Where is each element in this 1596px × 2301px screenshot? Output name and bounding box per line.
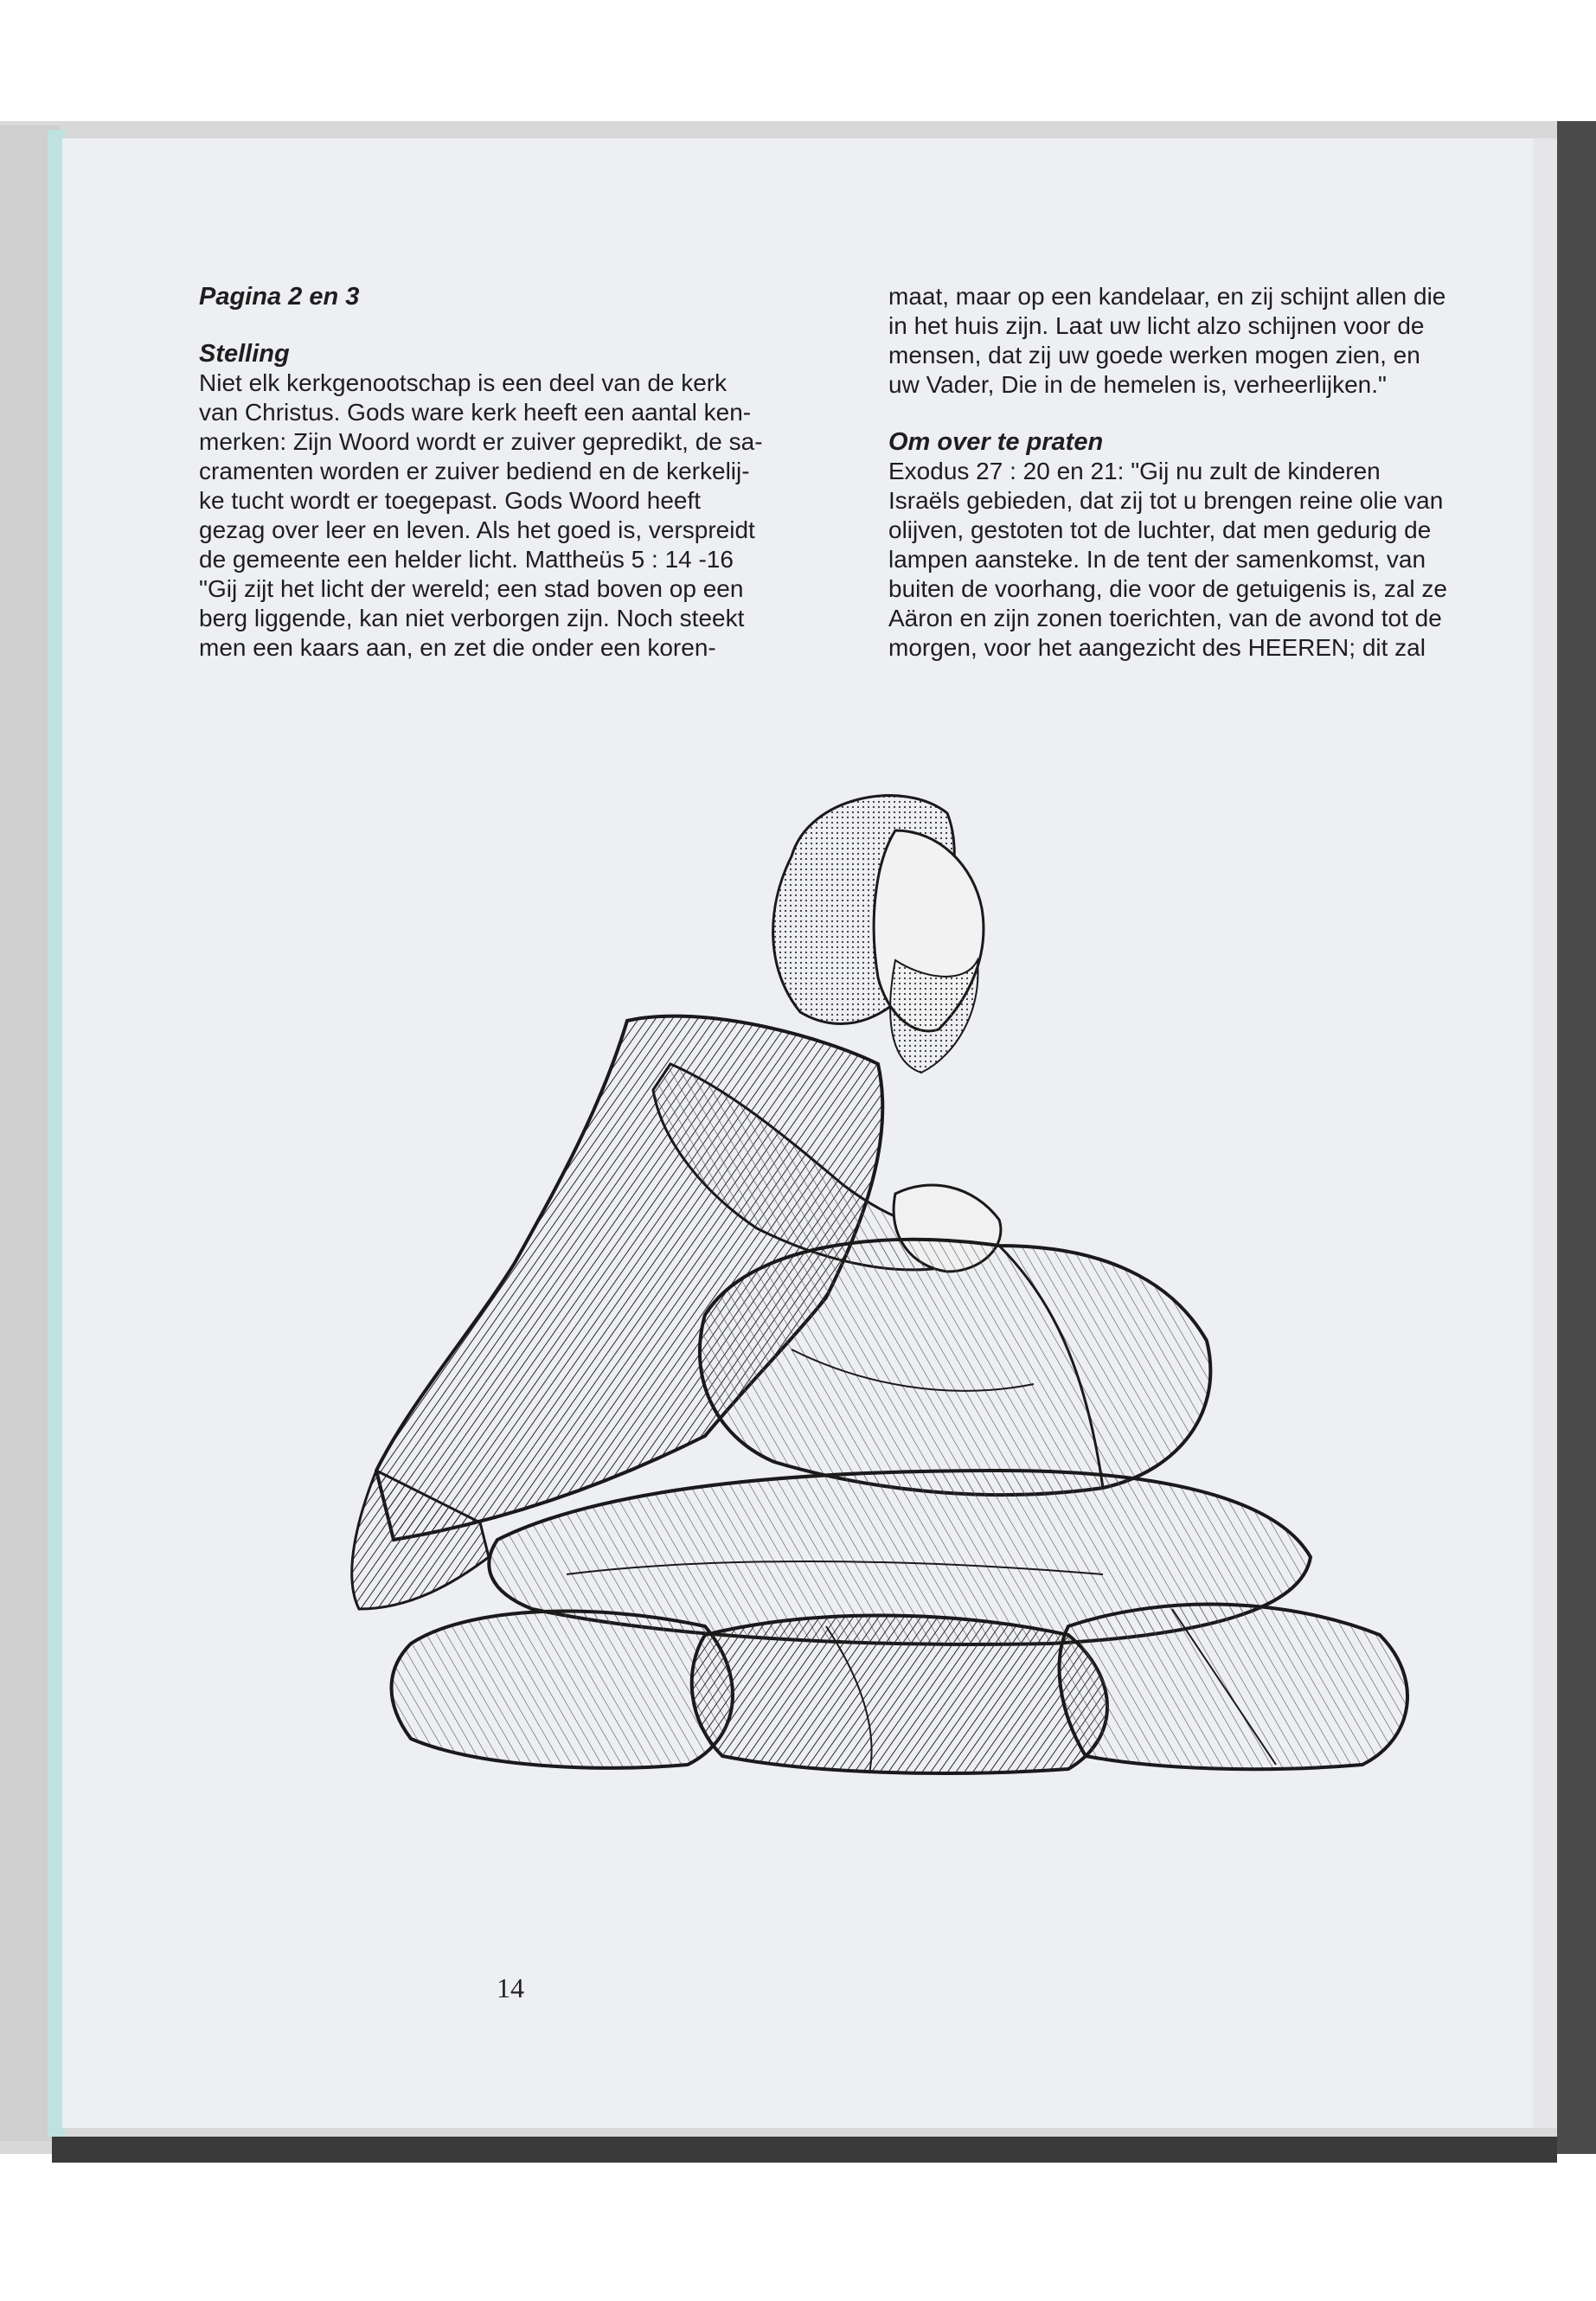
book-cover-bottom [52,2137,1557,2163]
praten-body: Exodus 27 : 20 en 21: "Gij nu zult de kinderen Israëls gebieden, dat zij tot u brengen reine olie van olijven, gestoten tot de luchter, dat men gedurig de lampen aansteke. In de tent der samenkomst, van buiten de voorhang, die voor de getuigenis is, zal ze Aäron en zijn zonen toerichten, van de avond tot de morgen, voor het aangezicht des HEEREN; dit zal [888,458,1447,661]
page-reference: Pagina 2 en 3 [199,283,360,311]
bottom-rock-center [692,1616,1107,1774]
beard [890,960,977,1073]
section-heading-stelling: Stelling [199,340,290,368]
kneeling-man-praying-icon [342,779,1527,1782]
stelling-body: Niet elk kerkgenootschap is een deel van de kerk van Christus. Gods ware kerk heeft een aantal ken- merken: Zijn Woord wordt er zuiver gepredikt, de sa- cramenten worden er zuiver bediend en de kerkelij- ke tucht wordt er toegepast. Gods Woord heeft gezag over leer en leven. Als het goed is, verspreidt de gemeente een helder licht. Mattheüs 5 : 14 -16 "Gij zijt het licht der wereld; een stad boven op een berg liggende, kan niet verborgen zijn. Noch steekt men een kaars aan, en zet die onder een koren- [199,369,763,661]
page-number: 14 [497,1972,524,2003]
left-text-column [199,282,804,663]
top-rock [700,1240,1210,1495]
book-cover-right [1557,121,1596,2154]
continued-quote: maat, maar op een kandelaar, en zij schijnt allen die in het huis zijn. Laat uw licht alzo schijnen voor de mensen, dat zij uw goede werken mogen zien, en uw Vader, Die in de hemelen is, verheerlijken." [888,283,1446,398]
bottom-rock-left [392,1612,734,1768]
section-heading-om-over-te-praten: Om over te praten [888,428,1104,456]
spacer [888,400,1494,427]
spacer [199,311,804,339]
bottom-rock-right [1060,1605,1407,1770]
right-text-column [888,282,1494,663]
